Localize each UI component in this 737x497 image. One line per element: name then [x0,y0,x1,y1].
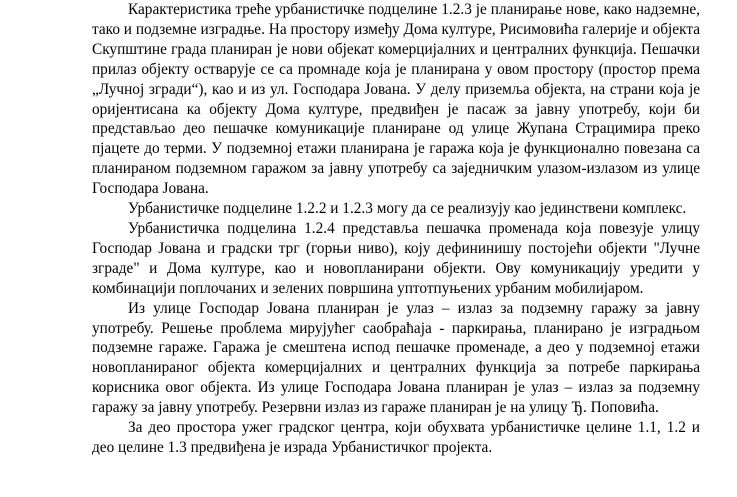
paragraph-subunits-combined: Урбанистичке подцелине 1.2.2 и 1.2.3 могу да се реализују као јединствени комплекс. [128,200,687,218]
paragraph-subunit-1-2-4: Урбанистичка подцелина 1.2.4 представља пешачка променада која повезује улицу Господар Јована и градски трг (горњи ниво), коју дефининишу постојећи објекти "Лучне зграде" и Дома културе, као и новопланирани објекти. Ову комуникацију уредити у комбинацији поплочаних и зелених површина уптотпуњених урбаним мобилијаром. [92,219,700,297]
paragraph-garage-access: Из улице Господар Јована планиран је улаз – излаз за подземну гаражу за јавну употребу. Решење проблема мирујућег саобраћаја - паркирања, планирано је изградњом подземне гараже. Гаража је смештена испод пешачке променаде, а део у подземној етажи новопланираног објекта комерцијалних и централних функција за потребе паркирања корисника овог објекта. Из улице Господара Јована планиран је улаз – излаз за подземну гаражу за јавну употребу. Резервни излаз из гараже планиран је на улицу Ђ. Поповића. [92,299,700,417]
paragraph-subunit-1-2-3: Карактеристика треће урбанистичке подцелине 1.2.3 је планирање нове, како надземне, тако и подземне изградње. На простору између Дома културе, Рисимовића галерије и објекта Скупштине града планиран је нови објекат комерцијалних и централних функција. Пешачки прилаз објекту остварује се са промнаде која је планирана у овом простору (простор према „Лучној згради“), као и из ул. Господара Јована. У делу приземља објекта, на страни која је оријентисана ка објекту Дома културе, предвиђен је пасаж за јавну употребу, који би представљао део пешачке комуникације планиране од улице Жупана Страцимира преко пјацете до терми. У подземној етажи планирана је гаража која је функционално повезана са планираном подземном гаражом за јавну употребу са заједничким улазом-излазом из улице Господара Јована. [92,1,700,198]
document-body [92,0,700,458]
paragraph-urban-project: За део простора ужег градског центра, који обухвата урбанистичке целине 1.1, 1.2 и део целине 1.3 предвиђена је израда Урбанистичког пројекта. [92,419,700,456]
